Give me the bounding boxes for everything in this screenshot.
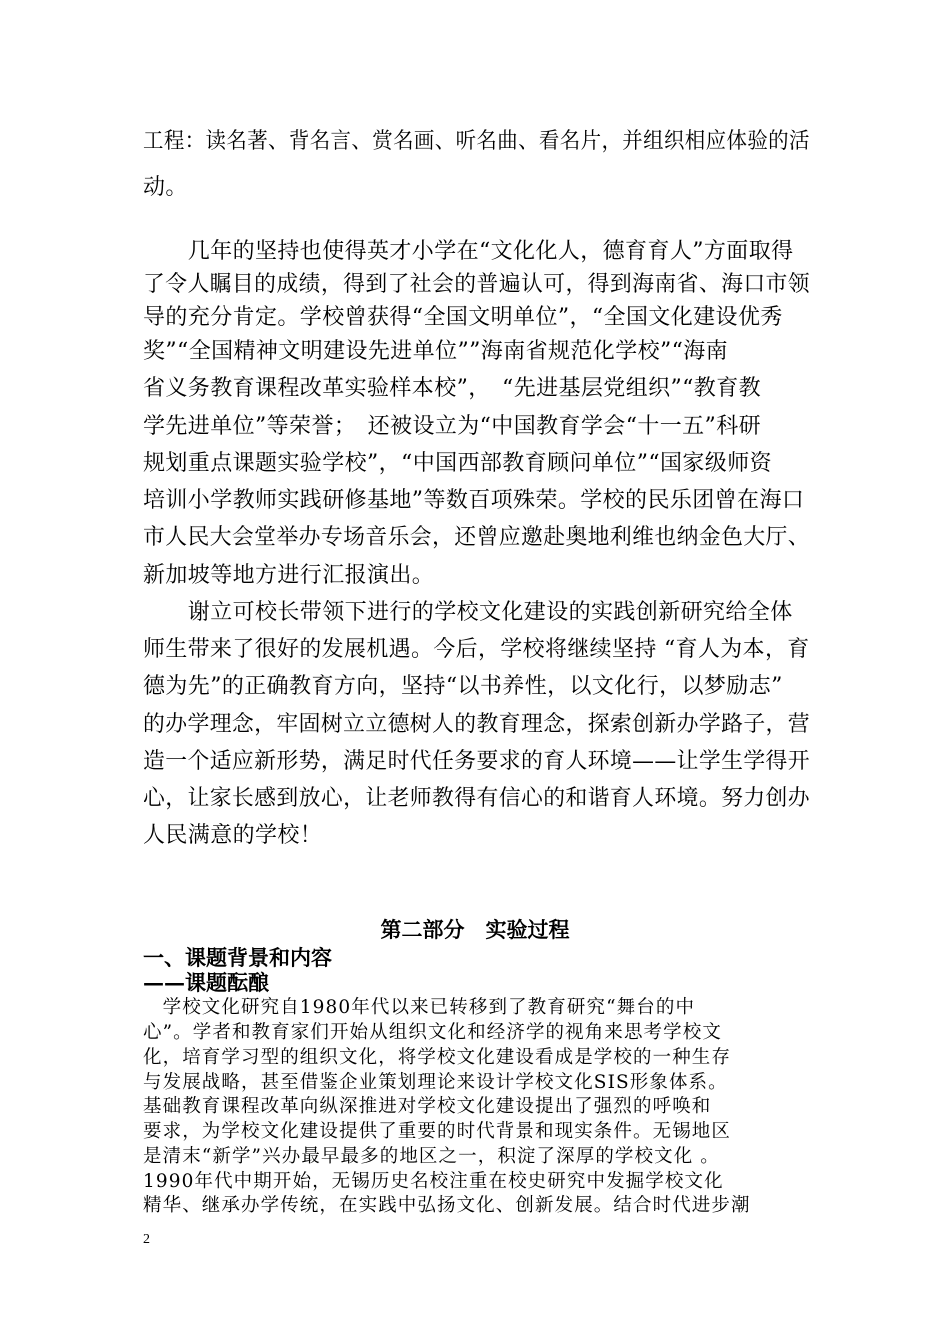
paragraph-2-line-1: 几年的坚持也使得英才小学在“文化化人，德育育人”方面取得	[143, 239, 794, 264]
paragraph-4-line-5: 基础教育课程改革向纵深推进对学校文化建设提出了强烈的呼唤和	[143, 1096, 712, 1117]
paragraph-4-line-6: 要求，为学校文化建设提供了重要的时代背景和现实条件。无锡地区	[143, 1121, 732, 1142]
paragraph-2-line-6: 学先进单位”等荣誉； 还被设立为“中国教育学会“十一五”科研	[143, 414, 761, 439]
paragraph-2-line-4: 奖”“全国精神文明建设先进单位””海南省规范化学校”“海南	[143, 339, 729, 364]
paragraph-2-line-9: 市人民大会堂举办专场音乐会，还曾应邀赴奥地利维也纳金色大厅、	[143, 525, 811, 550]
paragraph-1-line-1: 工程：读名著、背名言、赏名画、听名曲、看名片，并组织相应体验的活	[143, 129, 810, 154]
paragraph-4-line-1: 学校文化研究自1980年代以来已转移到了教育研究“舞台的中	[143, 997, 696, 1018]
paragraph-4-line-4: 与发展战略，甚至借鉴企业策划理论来设计学校文化SIS形象体系。	[143, 1072, 728, 1093]
paragraph-2-line-2: 了令人瞩目的成绩，得到了社会的普遍认可，得到海南省、海口市领	[143, 272, 811, 297]
paragraph-3-line-2: 师生带来了很好的发展机遇。今后，学校将继续坚持 “育人为本，育	[143, 637, 810, 662]
paragraph-3-line-3: 德为先”的正确教育方向，坚持“以书养性，以文化行，以梦励志”	[143, 674, 783, 699]
paragraph-1-line-2: 动。	[143, 175, 188, 200]
section-title: 一、课题背景和内容	[143, 945, 332, 970]
paragraph-3-line-7: 人民满意的学校！	[143, 823, 323, 848]
paragraph-4-line-2: 心”。学者和教育家们开始从组织文化和经济学的视角来思考学校文	[143, 1022, 722, 1043]
subsection-title: ——课题酝酿	[143, 970, 269, 995]
paragraph-2-line-10: 新加坡等地方进行汇报演出。	[143, 563, 435, 588]
paragraph-3-line-5: 造一个适应新形势，满足时代任务要求的育人环境——让学生学得开	[143, 749, 811, 774]
paragraph-3-line-4: 的办学理念，牢固树立立德树人的教育理念，探索创新办学路子，营	[143, 712, 811, 737]
paragraph-4-line-8: 1990年代中期开始，无锡历史名校注重在校史研究中发掘学校文化	[143, 1171, 724, 1192]
paragraph-3-line-6: 心，让家长感到放心，让老师教得有信心的和谐育人环境。努力创办	[143, 786, 811, 811]
paragraph-2-line-7: 规划重点课题实验学校”，“中国西部教育顾问单位”“国家级师资	[143, 451, 772, 476]
paragraph-2-line-3: 导的充分肯定。学校曾获得“全国文明单位”，“全国文化建设优秀	[143, 305, 783, 330]
paragraph-4-line-9: 精华、继承办学传统，在实践中弘扬文化、创新发展。结合时代进步潮	[143, 1195, 751, 1216]
paragraph-2-line-5: 省义务教育课程改革实验样本校”， “先进基层党组织”“教育教	[143, 376, 761, 401]
paragraph-3-line-1: 谢立可校长带领下进行的学校文化建设的实践创新研究给全体	[143, 600, 793, 625]
paragraph-4-line-7: 是清末“新学”兴办最早最多的地区之一，积淀了深厚的学校文化 。	[143, 1146, 720, 1167]
paragraph-4-line-3: 化，培育学习型的组织文化，将学校文化建设看成是学校的一种生存	[143, 1047, 732, 1068]
part-title: 第二部分 实验过程	[380, 917, 570, 942]
paragraph-2-line-8: 培训小学教师实践研修基地”等数百项殊荣。学校的民乐团曾在海口	[143, 488, 805, 513]
page-number: 2	[143, 1232, 150, 1247]
